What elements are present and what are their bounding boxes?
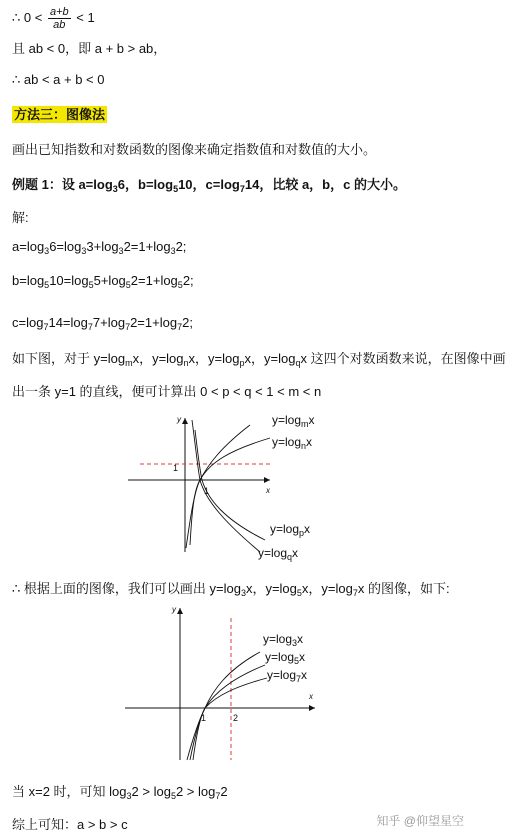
example-text-2: 6，b=log (117, 177, 174, 192)
after-text-part: x，y=log (301, 581, 353, 596)
when-sub: 7 (215, 791, 221, 801)
eq-b-part: b=log (12, 273, 45, 288)
eq-b-part: 10=log (49, 273, 89, 288)
label-log-q: $y=\log_qx$ (258, 546, 299, 562)
equation-b (12, 273, 194, 290)
eq-a-part: a=log (12, 239, 45, 254)
graph-1-x-arrow (264, 477, 270, 483)
graph-2-y-label: y (172, 605, 176, 614)
label-log-m: $y=\log_mx$ (272, 413, 315, 429)
therefore-tail: < 1 (76, 9, 95, 25)
fig-text-part: 如下图，对于 y=log (12, 351, 126, 366)
eq-a-part: 2=1+log (123, 239, 171, 254)
after-text-part: x 的图像，如下: (357, 581, 450, 596)
eq-c-part: c=log (12, 315, 44, 330)
example-sub-7: 7 (239, 184, 245, 194)
fig-text-part: x，y=log (244, 351, 296, 366)
graph-2-x-one: 1 (201, 713, 207, 723)
eq-c-part: 7+log (92, 315, 126, 330)
solution-label: 解: (12, 210, 29, 225)
after-text-sub: 5 (296, 588, 302, 598)
fig-text-sub: n (183, 358, 189, 368)
curve-log-m (190, 425, 250, 545)
eq-b-part: 2=1+log (130, 273, 178, 288)
fig-text-part: x，y=log (188, 351, 240, 366)
result-line: ∴ ab < a + b < 0 (12, 72, 105, 87)
graph-1-y-label: y (177, 415, 181, 424)
eq-b-sub: 5 (177, 280, 183, 290)
eq-b-sub: 5 (125, 280, 131, 290)
fig-text-sub: m (125, 358, 133, 368)
graph-1-x-one: 1 (204, 486, 210, 496)
eq-a-sub: 3 (118, 246, 124, 256)
eq-c-sub: 7 (177, 322, 183, 332)
eq-c-part: 14=log (48, 315, 88, 330)
graph-2-svg (115, 600, 335, 765)
label-log-n: $y=\log_nx$ (272, 435, 313, 451)
fig-text-sub: q (295, 358, 301, 368)
curve-log-n (186, 438, 270, 548)
fig-text-part: x 这四个对数函数来说，在图像中画 (300, 351, 506, 366)
when-x-equals-2 (12, 781, 228, 801)
label-log-p: $y=\log_px$ (270, 522, 311, 538)
graph-1-y-arrow (182, 418, 188, 424)
therefore-fraction-line (12, 6, 95, 31)
zhihu-watermark: 知乎 @仰望星空 (376, 814, 464, 828)
eq-c-sub: 7 (87, 322, 93, 332)
curve-log-p (195, 430, 265, 540)
when-part: 2 (220, 784, 228, 799)
curve-log-3 (193, 652, 260, 760)
after-text-part: ∴ 根据上面的图像，我们可以画出 y=log (12, 581, 241, 596)
example-sub-5: 5 (173, 184, 179, 194)
eq-b-part: 2; (182, 273, 194, 288)
example-text-1: 例题 1：设 a=log (12, 177, 113, 192)
method-heading (12, 104, 107, 123)
curve-log-7 (187, 678, 267, 760)
graph-2-x-two: 2 (233, 713, 239, 723)
figure-intro-2: 出一条 y=1 的直线，便可计算出 0 < p < q < 1 < m < n (12, 384, 322, 399)
fig-text-part: x，y=log (132, 351, 184, 366)
eq-b-part: 5+log (93, 273, 126, 288)
fraction (48, 6, 71, 31)
condition-line: 且 ab < 0，即 a + b > ab， (12, 41, 167, 56)
example-text-3: 10，c=log (178, 177, 240, 192)
eq-c-sub: 7 (43, 322, 49, 332)
after-text-sub: 3 (240, 588, 246, 598)
after-text-sub: 7 (352, 588, 358, 598)
graph-1-y-one: 1 (173, 463, 179, 473)
eq-a-part: 6=log (49, 239, 82, 254)
label-log-7: $y=\log_7x$ (267, 668, 308, 684)
eq-a-sub: 3 (44, 246, 50, 256)
when-sub: 5 (170, 791, 176, 801)
graph-1-x-label: x (266, 486, 270, 495)
eq-b-sub: 5 (88, 280, 94, 290)
graph-2-x-label: x (309, 692, 313, 701)
example-sub-3: 3 (112, 184, 118, 194)
after-text-part: x，y=log (245, 581, 297, 596)
method-description: 画出已知指数和对数函数的图像来确定指数值和对数值的大小。 (12, 142, 377, 157)
eq-c-part: 2=1+log (130, 315, 178, 330)
when-part: 2 > log (131, 784, 171, 799)
fraction-numerator: a+b (49, 6, 69, 18)
graph-logs-mnpq (120, 410, 350, 565)
equation-c (12, 315, 193, 332)
eq-b-sub: 5 (44, 280, 50, 290)
figure-intro-1 (12, 348, 506, 368)
graph-2-y-arrow (177, 608, 183, 614)
eq-a-part: 2; (175, 239, 187, 254)
example-heading (12, 174, 406, 194)
graph-2-x-arrow (309, 705, 315, 711)
eq-a-sub: 3 (81, 246, 87, 256)
fig-text-sub: p (239, 358, 245, 368)
eq-c-sub: 7 (125, 322, 131, 332)
when-sub: 3 (126, 791, 132, 801)
label-log-3: $y=\log_3x$ (263, 632, 304, 648)
method-title: 方法三：图像法 (14, 107, 106, 122)
graph-1-svg (120, 410, 350, 565)
fraction-denominator: ab (53, 19, 66, 31)
eq-c-part: 2; (182, 315, 193, 330)
text-after-graph-1 (12, 578, 450, 598)
conclusion: 综上可知：a > b > c (12, 817, 128, 832)
when-part: 2 > log (175, 784, 216, 799)
therefore-prefix: ∴ 0 < (12, 9, 43, 25)
eq-a-part: 3+log (86, 239, 119, 254)
when-part: 当 x=2 时，可知 log (12, 784, 127, 799)
example-text-4: 14，比较 a，b，c 的大小。 (244, 177, 406, 192)
eq-a-sub: 3 (170, 246, 176, 256)
label-log-5: $y=\log_5x$ (265, 650, 306, 666)
equation-a (12, 239, 186, 256)
graph-logs-357 (115, 600, 335, 765)
